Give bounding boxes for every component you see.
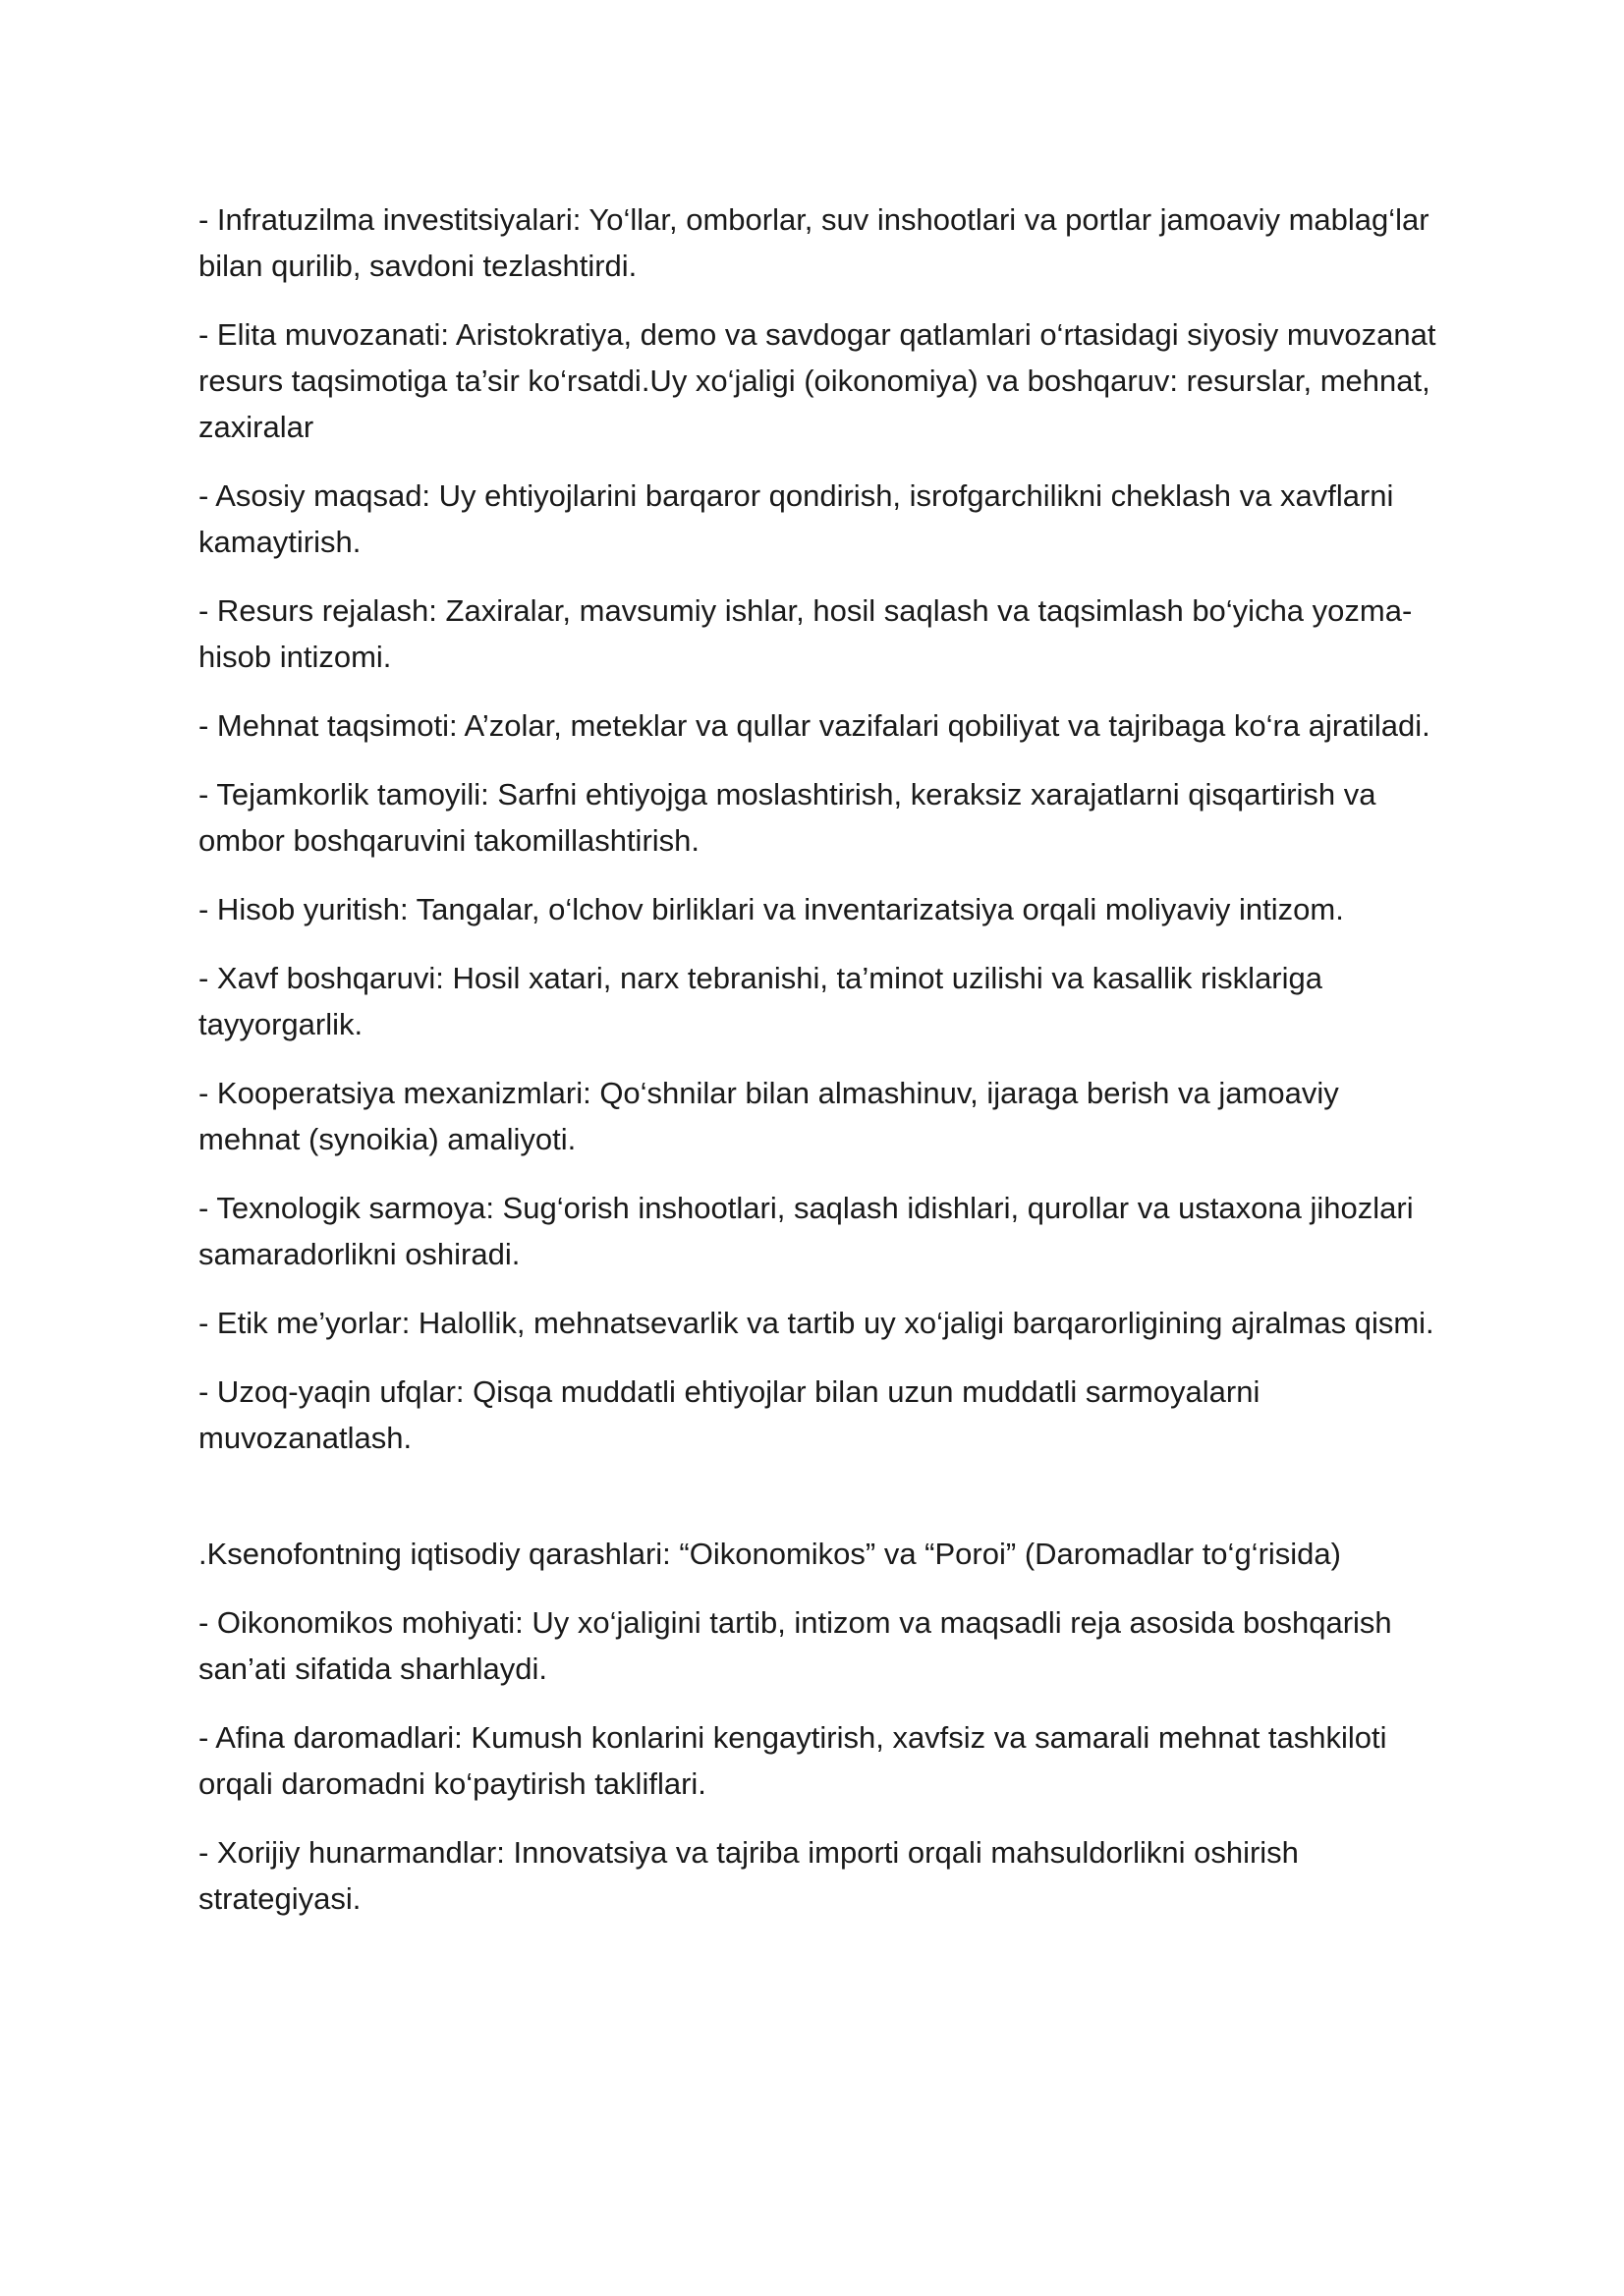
paragraph-main-goal: - Asosiy maqsad: Uy ehtiyojlarini barqaror qondirish, isrofgarchilikni cheklash va xavflarni kamaytirish.: [198, 478, 1394, 559]
paragraph-thrift-principle: - Tejamkorlik tamoyili: Sarfni ehtiyojga moslashtirish, keraksiz xarajatlarni qisqartirish va ombor boshqaruvini takomillashtirish.: [198, 777, 1376, 858]
paragraph-foreign-craftsmen: - Xorijiy hunarmandlar: Innovatsiya va tajriba importi orqali mahsuldorlikni oshirish strategiyasi.: [198, 1835, 1299, 1916]
paragraph-oikonomikos: - Oikonomikos mohiyati: Uy xo‘jaligini tartib, intizom va maqsadli reja asosida boshqarish san’ati sifatida sharhlaydi.: [198, 1605, 1392, 1686]
paragraph-technology-investment: - Texnologik sarmoya: Sug‘orish inshootlari, saqlash idishlari, qurollar va ustaxona jihozlari samaradorlikni oshiradi.: [198, 1191, 1414, 1271]
paragraph-risk-management: - Xavf boshqaruvi: Hosil xatari, narx tebranishi, ta’minot uzilishi va kasallik risklariga tayyorgarlik.: [198, 961, 1323, 1041]
paragraph-accounting: - Hisob yuritish: Tangalar, o‘lchov birliklari va inventarizatsiya orqali moliyaviy intizom.: [198, 892, 1344, 926]
document-body: [198, 196, 1446, 1944]
section-heading: .Ksenofontning iqtisodiy qarashlari: “Oikonomikos” va “Poroi” (Daromadlar to‘g‘risida): [198, 1537, 1341, 1571]
paragraph-ethical-norms: - Etik me’yorlar: Halollik, mehnatsevarlik va tartib uy xo‘jaligi barqarorligining ajralmas qismi.: [198, 1306, 1434, 1340]
paragraph-cooperation: - Kooperatsiya mexanizmlari: Qo‘shnilar bilan almashinuv, ijaraga berish va jamoaviy mehnat (synoikia) amaliyoti.: [198, 1076, 1339, 1156]
paragraph-infrastructure: - Infratuzilma investitsiyalari: Yo‘llar, omborlar, suv inshootlari va portlar jamoaviy mablag‘lar bilan qurilib, savdoni tezlashtirdi.: [198, 202, 1429, 283]
section-spacer: [198, 1484, 1446, 1531]
paragraph-time-horizons: - Uzoq-yaqin ufqlar: Qisqa muddatli ehtiyojlar bilan uzun muddatli sarmoyalarni muvozanatlash.: [198, 1374, 1260, 1455]
paragraph-resource-planning: - Resurs rejalash: Zaxiralar, mavsumiy ishlar, hosil saqlash va taqsimlash bo‘yicha yozma-hisob intizomi.: [198, 593, 1413, 674]
paragraph-labor-division: - Mehnat taqsimoti: A’zolar, meteklar va qullar vazifalari qobiliyat va tajribaga ko‘ra ajratiladi.: [198, 708, 1430, 743]
paragraph-athens-revenues: - Afina daromadlari: Kumush konlarini kengaytirish, xavfsiz va samarali mehnat tashkiloti orqali daromadni ko‘paytirish takliflari.: [198, 1720, 1387, 1801]
paragraph-elite-balance: - Elita muvozanati: Aristokratiya, demo va savdogar qatlamlari o‘rtasidagi siyosiy muvozanat resurs taqsimotiga ta’sir ko‘rsatdi.Uy xo‘jaligi (oikonomiya) va boshqaruv: resurslar, mehnat, zaxiralar: [198, 317, 1436, 444]
